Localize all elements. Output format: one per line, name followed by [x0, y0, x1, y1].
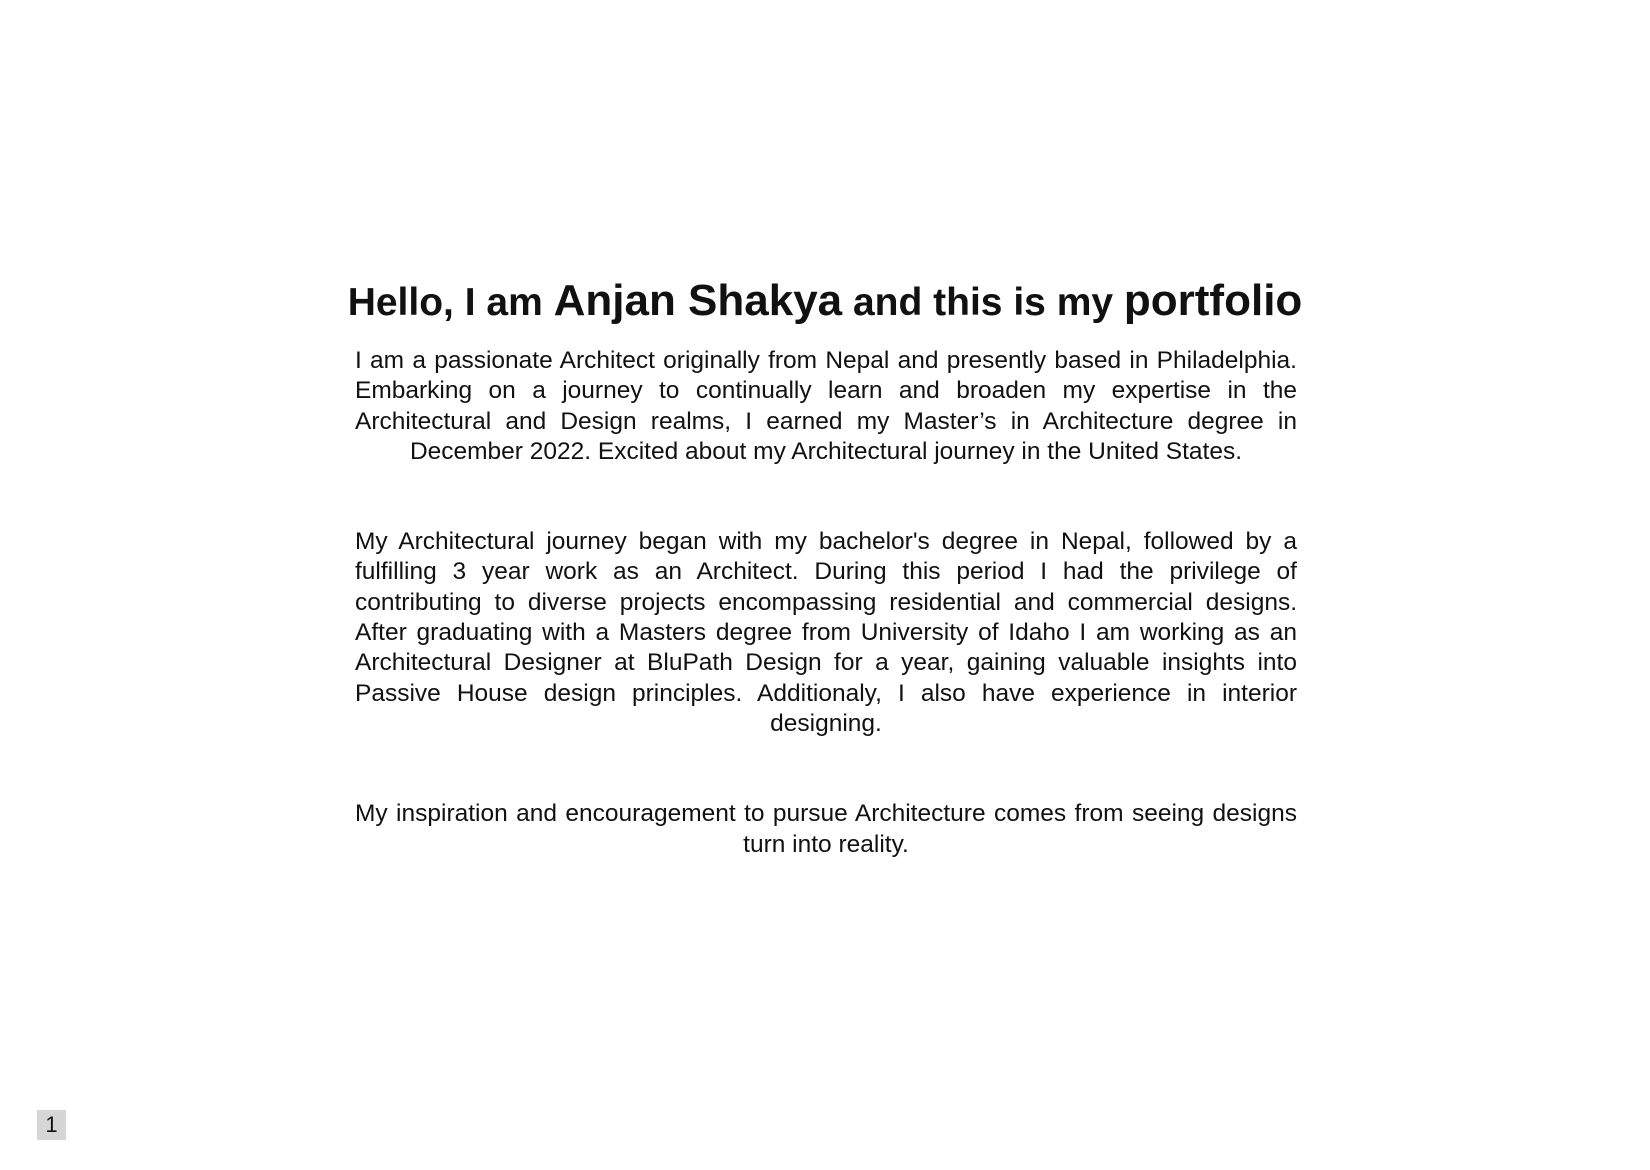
- journey-paragraph: My Architectural journey began with my bachelor's degree in Nepal, followed by a fulfilling 3 year work as an Architect. During this period I had the privilege of contributing to diverse projects encompassing residential and commercial designs. After graduating with a Masters degree from University of Idaho I am working as an Architectural Designer at BluPath Design for a year, gaining valuable insights into Passive House design principles. Additionaly, I also have experience in interior designing.: [355, 528, 1297, 737]
- title-prefix: Hello, I am: [347, 281, 554, 325]
- title-suffix: portfolio: [1123, 276, 1303, 326]
- page-number: 1: [37, 1110, 66, 1140]
- title-name: Anjan Shakya: [553, 276, 843, 326]
- intro-text: [355, 346, 1297, 860]
- intro-paragraph: I am a passionate Architect originally from Nepal and presently based in Philadelphia. Embarking on a journey to continually learn and broaden my expertise in the Architectural and Design realms, I earned my Master’s in Architecture degree in December 2022. Excited about my Architectural journey in the United States.: [355, 347, 1297, 465]
- title-middle: and this is my: [842, 281, 1124, 325]
- inspiration-paragraph: My inspiration and encouragement to pursue Architecture comes from seeing designs turn into reality.: [355, 800, 1297, 858]
- page-title: [300, 274, 1350, 330]
